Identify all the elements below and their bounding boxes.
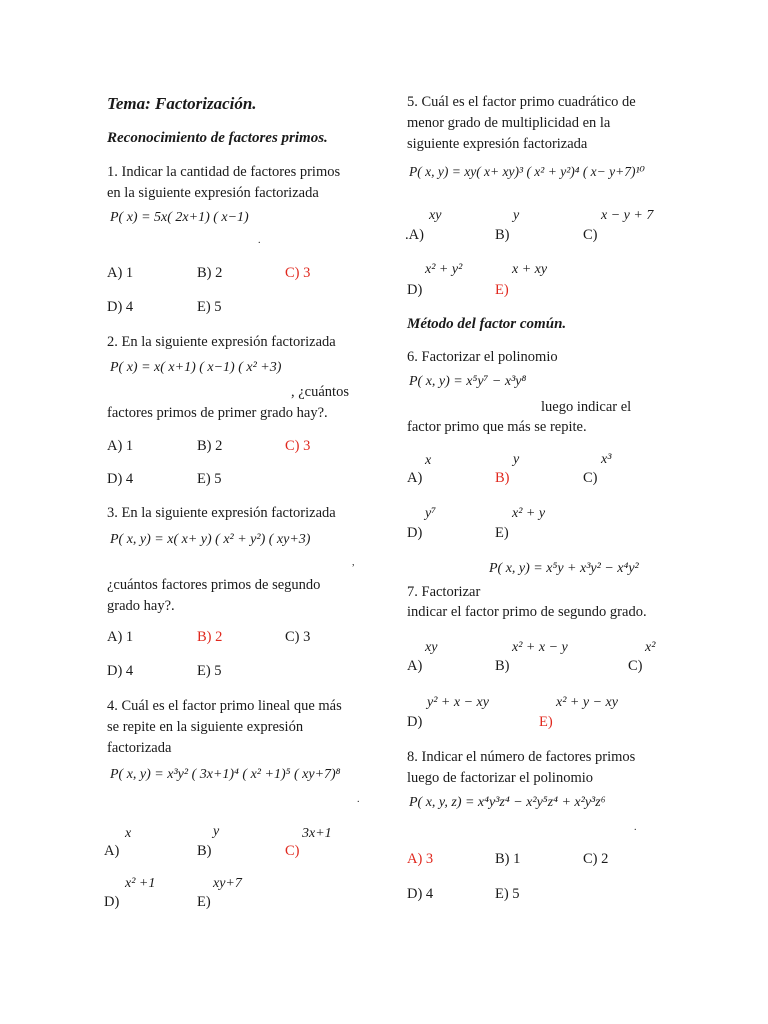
question-1-option-d: D) 4 xyxy=(107,299,134,315)
question-3-option-d: D) 4 xyxy=(107,663,134,679)
question-6-answer-a: x xyxy=(425,453,432,468)
question-3-option-c: C) 3 xyxy=(285,629,311,645)
question-2-option-c-correct: C) 3 xyxy=(285,438,311,454)
question-6-option-b-correct: B) xyxy=(495,470,510,486)
question-8-option-e: E) 5 xyxy=(495,886,520,902)
question-7-answer-e: x² + y − xy xyxy=(556,695,618,710)
question-4-option-e: E) xyxy=(197,894,211,910)
question-2-option-a: A) 1 xyxy=(107,438,134,454)
question-8-option-b: B) 1 xyxy=(495,851,521,867)
question-7-option-e-correct: E) xyxy=(539,714,553,730)
question-8-option-c: C) 2 xyxy=(583,851,609,867)
question-5-option-a: .A) xyxy=(405,227,424,243)
question-6-text-line1: 6. Factorizar el polinomio xyxy=(407,349,558,365)
question-4-answer-e: xy+7 xyxy=(213,876,242,891)
question-2-option-b: B) 2 xyxy=(197,438,223,454)
question-6-expression: P( x, y) = x⁵y⁷ − x³y⁸ xyxy=(409,374,527,389)
question-7-text-line1: 7. Factorizar xyxy=(407,584,481,600)
question-5-answer-e: x + xy xyxy=(512,262,548,277)
question-5-answer-c: x − y + 7 xyxy=(601,208,654,223)
question-6-answer-d: y⁷ xyxy=(425,506,437,521)
stray-comma: , xyxy=(352,557,355,568)
stray-dot: . xyxy=(258,235,261,246)
question-7-answer-b: x² + x − y xyxy=(512,640,568,655)
question-7-option-b: B) xyxy=(495,658,510,674)
question-6-option-a: A) xyxy=(407,470,423,486)
question-4-answer-b: y xyxy=(213,824,220,839)
question-4-answer-c: 3x+1 xyxy=(302,826,332,841)
question-6-option-d: D) xyxy=(407,525,423,541)
question-4-option-a: A) xyxy=(104,843,120,859)
section-heading-factor-comun: Método del factor común. xyxy=(407,316,567,332)
page-title: Tema: Factorización. xyxy=(107,94,257,113)
question-7-text-line2: indicar el factor primo de segundo grado. xyxy=(407,604,647,620)
question-8-expression: P( x, y, z) = x⁴y³z⁴ − x²y⁵z⁴ + x²y³z⁶ xyxy=(409,795,606,810)
question-7-answer-d: y² + x − xy xyxy=(427,695,489,710)
question-4-text-line1: 4. Cuál es el factor primo lineal que más xyxy=(107,698,342,714)
question-6-option-e: E) xyxy=(495,525,509,541)
question-3-text-line2: ¿cuántos factores primos de segundo xyxy=(107,577,321,593)
question-5-option-e-correct: E) xyxy=(495,282,509,298)
question-3-option-e: E) 5 xyxy=(197,663,222,679)
question-8-option-d: D) 4 xyxy=(407,886,434,902)
question-3-text-line1: 3. En la siguiente expresión factorizada xyxy=(107,505,336,521)
question-4-option-b: B) xyxy=(197,843,212,859)
question-4-text-line3: factorizada xyxy=(107,740,172,756)
question-2-expression: P( x) = x( x+1) ( x−1) ( x² +3) xyxy=(110,360,282,375)
question-5-option-b: B) xyxy=(495,227,510,243)
question-8-option-a-correct: A) 3 xyxy=(407,851,434,867)
question-5-option-c: C) xyxy=(583,227,598,243)
stray-dot: . xyxy=(634,822,637,833)
question-4-option-c-correct: C) xyxy=(285,843,300,859)
section-heading-factores-primos: Reconocimiento de factores primos. xyxy=(107,130,328,146)
question-6-answer-b: y xyxy=(513,452,520,467)
question-7-option-c: C) xyxy=(628,658,643,674)
question-7-answer-c: x² xyxy=(645,640,656,655)
question-5-expression: P( x, y) = xy( x+ xy)³ ( x² + y²)⁴ ( x− y+7)¹⁰ xyxy=(409,164,645,179)
question-4-answer-d: x² +1 xyxy=(125,876,156,891)
question-1-text-line1: 1. Indicar la cantidad de factores primos xyxy=(107,164,341,180)
question-1-text-line2: en la siguiente expresión factorizada xyxy=(107,185,319,201)
question-4-option-d: D) xyxy=(104,894,120,910)
question-2-text-line3: factores primos de primer grado hay?. xyxy=(107,405,328,421)
question-4-expression: P( x, y) = x³y² ( 3x+1)⁴ ( x² +1)⁵ ( xy+7)⁸ xyxy=(110,767,341,782)
question-7-option-d: D) xyxy=(407,714,423,730)
question-5-text-line1: 5. Cuál es el factor primo cuadrático de xyxy=(407,94,636,110)
question-7-expression: P( x, y) = x⁵y + x³y² − x⁴y² xyxy=(489,561,639,576)
question-6-answer-c: x³ xyxy=(601,452,612,467)
question-7-option-a: A) xyxy=(407,658,423,674)
question-3-option-b-correct: B) 2 xyxy=(197,629,223,645)
question-1-option-c-correct: C) 3 xyxy=(285,265,311,281)
question-6-option-c: C) xyxy=(583,470,598,486)
question-3-expression: P( x, y) = x( x+ y) ( x² + y²) ( xy+3) xyxy=(110,532,311,547)
question-6-text-line2: luego indicar el xyxy=(541,399,632,415)
stray-dot: . xyxy=(357,794,360,805)
question-2-option-e: E) 5 xyxy=(197,471,222,487)
question-2-text-line1: 2. En la siguiente expresión factorizada xyxy=(107,334,336,350)
question-1-option-b: B) 2 xyxy=(197,265,223,281)
question-5-answer-b: y xyxy=(513,208,520,223)
question-8-text-line2: luego de factorizar el polinomio xyxy=(407,770,594,786)
question-7-answer-a: xy xyxy=(425,640,438,655)
question-1-option-a: A) 1 xyxy=(107,265,134,281)
question-4-text-line2: se repite en la siguiente expresión xyxy=(107,719,304,735)
question-6-answer-e: x² + y xyxy=(512,506,546,521)
question-2-text-line2: , ¿cuántos xyxy=(291,384,349,400)
question-1-option-e: E) 5 xyxy=(197,299,222,315)
question-6-text-line3: factor primo que más se repite. xyxy=(407,419,587,435)
question-5-text-line3: siguiente expresión factorizada xyxy=(407,136,588,152)
question-5-text-line2: menor grado de multiplicidad en la xyxy=(407,115,611,131)
question-2-option-d: D) 4 xyxy=(107,471,134,487)
question-3-option-a: A) 1 xyxy=(107,629,134,645)
question-5-answer-d: x² + y² xyxy=(425,262,463,277)
question-5-answer-a: xy xyxy=(429,208,442,223)
question-3-text-line3: grado hay?. xyxy=(107,598,175,614)
question-5-option-d: D) xyxy=(407,282,423,298)
question-1-expression: P( x) = 5x( 2x+1) ( x−1) xyxy=(110,210,249,225)
question-8-text-line1: 8. Indicar el número de factores primos xyxy=(407,749,636,765)
question-4-answer-a: x xyxy=(125,826,132,841)
